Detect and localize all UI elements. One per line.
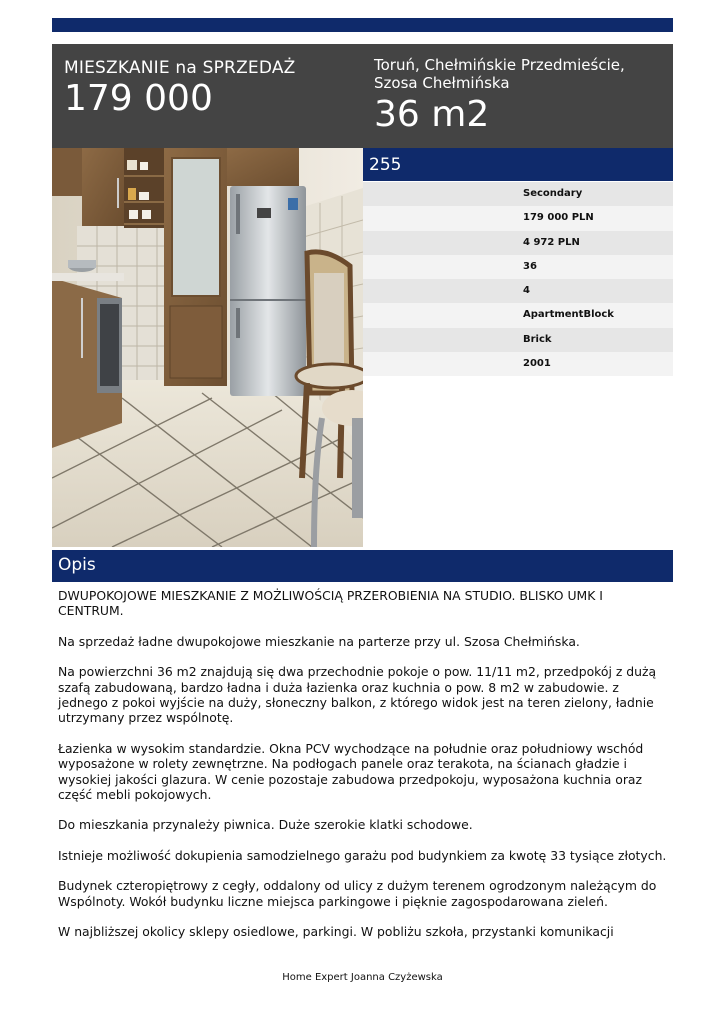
description-title: Opis: [58, 555, 96, 575]
description-paragraph: Na sprzedaż ładne dwupokojowe mieszkanie na parterze przy ul. Szosa Chełmińska.: [58, 633, 580, 649]
description-header: [52, 550, 673, 582]
detail-market: Secondary: [363, 182, 673, 206]
description-paragraph: Na powierzchni 36 m2 znajdują się dwa przechodnie pokoje o pow. 11/11 m2, przedpokój z dużą szafą zabudowaną, bardzo ładna i duża łazienka oraz kuchnia o pow. 8 m2 w zabudowie. z jednego z pokoi wyjście na duży, słoneczny balkon, z którego widok jest na teren zielony, ładnie utrzymany przez wspólnotę.: [58, 664, 657, 726]
agency-footer: Home Expert Joanna Czyżewska: [282, 972, 443, 983]
listing-id-bar: [363, 148, 673, 181]
description-paragraph: W najbliższej okolicy sklepy osiedlowe, parkingi. W pobliżu szkoła, przystanki komunikacji: [58, 924, 614, 940]
listing-price: 179 000: [64, 78, 213, 119]
description-paragraph: Łazienka w wysokim standardzie. Okna PCV wychodzące na południe oraz południowy wschód wyposażone w rolety zewnętrzne. Na podłogach panele oraz terakota, na ścianach gładzie i wysokiej jakości glazura. W cenie pozostaje zabudowa przedpokoju, wyposażona kuchnia oraz część mebli pokojowych.: [58, 740, 644, 803]
listing-area: 36 m2: [374, 94, 490, 135]
description-body: [58, 588, 670, 955]
description-paragraph: Do mieszkania przynależy piwnica. Duże szerokie klatki schodowe.: [58, 817, 473, 833]
description-paragraph: DWUPOKOJOWE MIESZKANIE Z MOŻLIWOŚCIĄ PRZEROBIENIA NA STUDIO. BLISKO UMK I CENTRUM.: [58, 588, 603, 619]
listing-id: 255: [369, 155, 402, 175]
detail-year: 2001: [363, 352, 673, 376]
detail-price-per-m2: 4 972 PLN: [363, 231, 673, 255]
details-table: [363, 182, 673, 376]
detail-area: 36: [363, 255, 673, 279]
kitchen-photo: [52, 148, 363, 547]
top-accent-bar: [52, 18, 673, 32]
detail-building-type: ApartmentBlock: [363, 303, 673, 327]
detail-rooms: 4: [363, 279, 673, 303]
description-paragraph: Istnieje możliwość dokupienia samodzielnego garażu pod budynkiem za kwotę 33 tysiące złotych.: [58, 847, 667, 863]
listing-header: [52, 44, 673, 148]
detail-price: 179 000 PLN: [363, 206, 673, 230]
offer-type: MIESZKANIE na SPRZEDAŻ: [64, 58, 296, 78]
description-paragraph: Budynek czteropiętrowy z cegły, oddalony od ulicy z dużym terenem ogrodzonym należącym do Wspólnoty. Wokół budynku liczne miejsca parkingowe i pięknie zagospodarowana zieleń.: [58, 878, 657, 909]
listing-location: Toruń, Chełmińskie Przedmieście, Szosa Chełmińska: [374, 56, 625, 92]
detail-material: Brick: [363, 328, 673, 352]
